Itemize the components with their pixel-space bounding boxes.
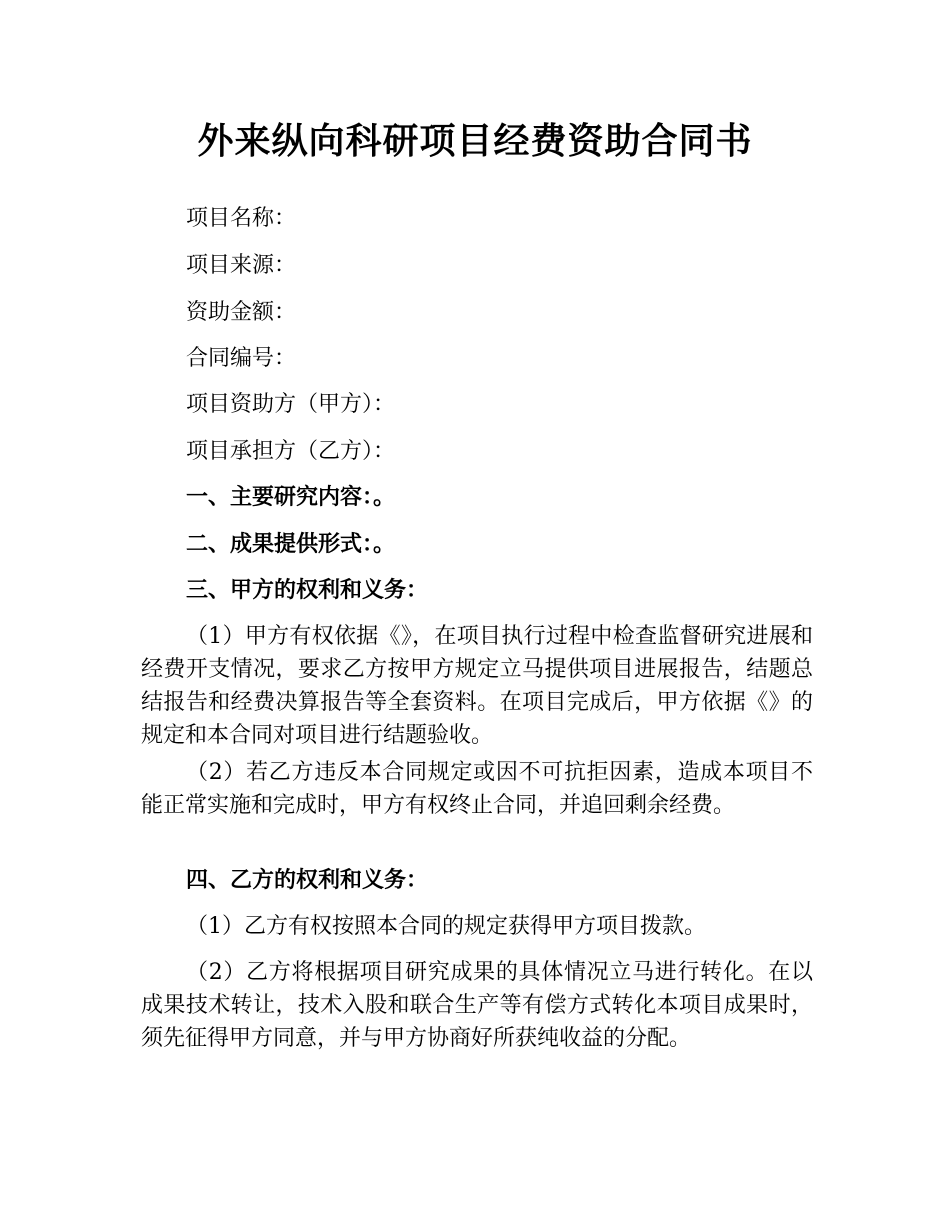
- field-party-a: 项目资助方（甲方）：: [186, 392, 396, 417]
- section-4-paragraph-1: （1）乙方有权按照本合同的规定获得甲方项目拨款。: [186, 914, 706, 939]
- field-party-b: 项目承担方（乙方）：: [186, 439, 396, 464]
- section-4-paragraph-2: （2）乙方将根据项目研究成果的具体情况立马进行转化。在以成果技术转让，技术入股和联合生产等有偿方式转化本项目成果时，须先征得甲方同意，并与甲方协商好所获纯收益的分配。: [141, 960, 813, 1051]
- document-title: 外来纵向科研项目经费资助合同书: [197, 121, 753, 162]
- field-funding-amount: 资助金额：: [186, 300, 297, 325]
- field-contract-number: 合同编号：: [186, 346, 297, 371]
- field-project-source: 项目来源：: [186, 253, 297, 278]
- section-2-heading: 二、成果提供形式：。: [186, 532, 396, 557]
- section-3-paragraph-2: （2）若乙方违反本合同规定或因不可抗拒因素，造成本项目不能正常实施和完成时，甲方有权终止合同，并追回剩余经费。: [141, 760, 813, 818]
- section-3-heading: 三、甲方的权利和义务：: [186, 578, 429, 603]
- section-1-heading: 一、主要研究内容：。: [186, 485, 396, 510]
- section-4-heading: 四、乙方的权利和义务：: [186, 868, 429, 893]
- section-3-paragraph-1: （1）甲方有权依据《》，在项目执行过程中检查监督研究进展和经费开支情况，要求乙方按甲方规定立马提供项目进展报告，结题总结报告和经费决算报告等全套资料。在项目完成后，甲方依据《》的规定和本合同对项目进行结题验收。: [141, 624, 813, 748]
- field-project-name: 项目名称：: [186, 206, 297, 231]
